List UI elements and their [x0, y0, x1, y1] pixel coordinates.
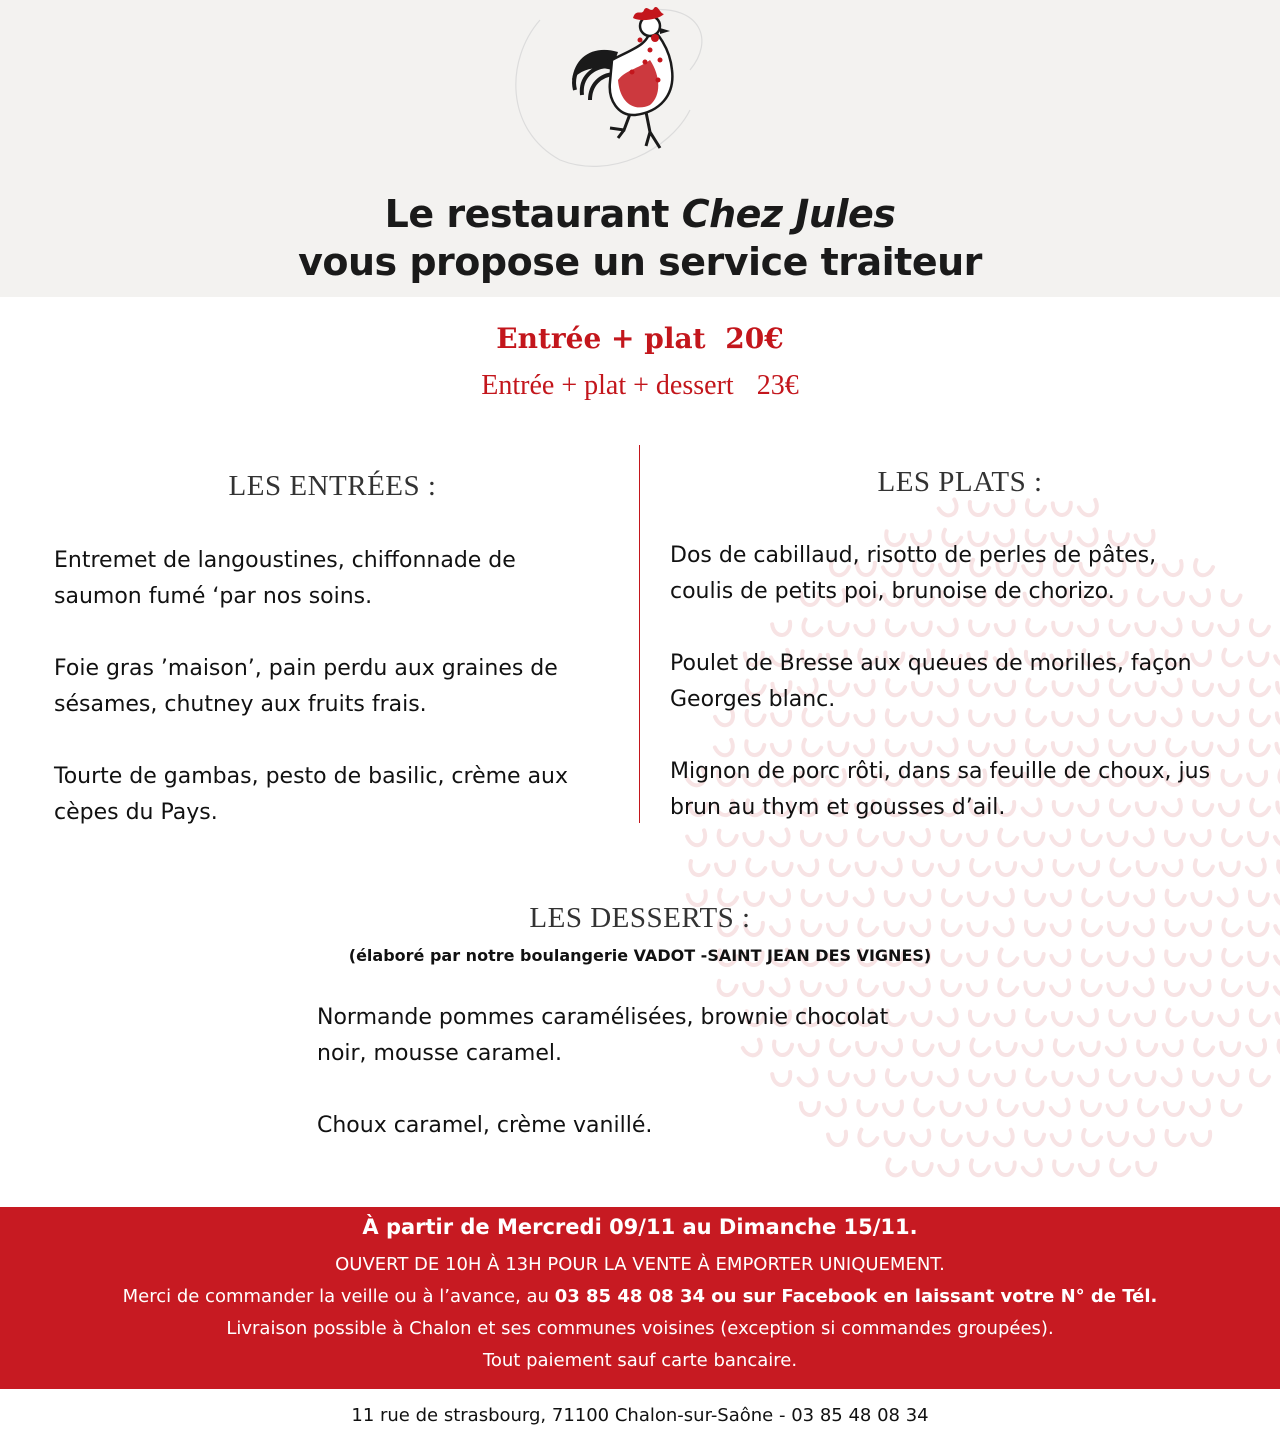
- title-prefix: Le restaurant: [384, 192, 682, 236]
- feather-mark: [967, 1100, 988, 1117]
- feather-mark: [1191, 981, 1211, 997]
- feather-mark: [1193, 1012, 1212, 1026]
- feather-mark: [1192, 622, 1211, 636]
- feather-mark: [911, 830, 932, 848]
- header: [0, 0, 1280, 297]
- feather-mark: [799, 861, 820, 878]
- feather-mark: [1275, 830, 1280, 848]
- feather-mark: [1249, 652, 1268, 665]
- feather-mark: [1136, 622, 1155, 636]
- feather-mark: [995, 1130, 1016, 1149]
- feather-mark: [968, 1040, 990, 1059]
- feather-mark: [940, 1130, 961, 1147]
- feather-mark: [744, 832, 763, 846]
- feather-mark: [1023, 860, 1044, 878]
- feather-mark: [716, 862, 736, 877]
- feather-mark: [800, 982, 819, 996]
- feather-mark: [1164, 1010, 1186, 1029]
- feather-mark: [1108, 1071, 1129, 1088]
- title-line2: vous propose un service traiteur: [298, 240, 982, 284]
- dessert-item-line: noir, mousse caramel.: [317, 1041, 563, 1066]
- feather-mark: [1053, 503, 1071, 516]
- feather-mark: [1136, 1041, 1156, 1056]
- feather-mark: [1079, 1010, 1100, 1028]
- feather-mark: [827, 1100, 848, 1118]
- feather-mark: [996, 830, 1017, 849]
- entree-item-line: Entremet de langoustines, chiffonnade de: [54, 548, 516, 573]
- delivery-line: Livraison possible à Chalon et ses communes voisines (exception si commandes groupées).: [226, 1318, 1054, 1339]
- feather-mark: [800, 832, 819, 846]
- feather-mark: [1136, 1012, 1156, 1027]
- feather-mark: [1136, 1100, 1157, 1118]
- feather-mark: [1024, 500, 1045, 518]
- feather-mark: [1163, 619, 1185, 638]
- entree-item-line: saumon fumé ‘par nos soins.: [54, 584, 373, 609]
- feather-mark: [1248, 620, 1269, 638]
- feather-mark: [1220, 980, 1241, 998]
- feather-mark: [828, 860, 849, 877]
- plat-item-line: Dos de cabillaud, risotto de perles de pâtes,: [670, 543, 1157, 568]
- feather-mark: [968, 981, 988, 996]
- feather-mark: [1137, 862, 1156, 876]
- feather-mark: [885, 1132, 904, 1146]
- feather-mark: [1219, 740, 1240, 757]
- feather-mark: [827, 831, 847, 847]
- feather-mark: [856, 830, 877, 848]
- feather-mark: [827, 981, 848, 997]
- hours-line: OUVERT DE 10H À 13H POUR LA VENTE À EMPORTER UNIQUEMENT.: [335, 1254, 945, 1275]
- feather-mark: [1247, 1040, 1268, 1058]
- feather-mark: [1275, 650, 1280, 667]
- order-prefix: Merci de commander la veille ou à l’avance, au: [122, 1286, 555, 1307]
- feather-mark: [1248, 800, 1269, 819]
- feather-mark: [969, 1132, 988, 1145]
- feather-mark: [940, 1042, 959, 1056]
- feather-mark: [968, 502, 987, 516]
- feather-mark: [1023, 1160, 1044, 1179]
- feather-mark: [1024, 1102, 1043, 1116]
- feather-mark: [1165, 593, 1183, 605]
- feather-mark: [1135, 980, 1157, 999]
- feather-mark: [912, 1012, 931, 1026]
- feather-mark: [687, 830, 708, 847]
- feather-mark: [1108, 621, 1129, 637]
- feather-mark: [884, 1102, 904, 1117]
- formula2-label: Entrée + plat + dessert: [481, 370, 734, 401]
- feather-mark: [940, 981, 960, 996]
- feather-mark: [912, 1041, 932, 1057]
- plat-item-line: brun au thym et gousses d’ail.: [670, 795, 1006, 820]
- feather-mark: [800, 620, 822, 639]
- feather-mark: [911, 1131, 932, 1148]
- feather-mark: [1191, 1100, 1212, 1118]
- formula-entree-plat-dessert: [0, 370, 1280, 402]
- feather-mark: [885, 833, 903, 845]
- formula-entree-plat: [0, 322, 1280, 355]
- rooster-icon: [500, 0, 720, 170]
- feather-mark: [1277, 1012, 1280, 1025]
- feather-mark: [1164, 982, 1183, 996]
- feather-mark: [1220, 771, 1240, 787]
- info-band: [0, 1207, 1280, 1389]
- formula1-price: 20€: [725, 322, 784, 355]
- feather-mark: [1220, 650, 1241, 669]
- feather-mark: [1219, 1011, 1240, 1028]
- feather-mark: [1248, 741, 1269, 758]
- feather-mark: [1137, 1163, 1155, 1176]
- feather-mark: [688, 861, 708, 877]
- feather-mark: [1248, 1070, 1269, 1088]
- feather-mark: [1025, 983, 1044, 996]
- feather-mark: [912, 1100, 933, 1119]
- feather-mark: [1249, 983, 1267, 995]
- feather-mark: [884, 1070, 905, 1088]
- feather-mark: [1164, 1131, 1184, 1147]
- feather-mark: [884, 620, 905, 637]
- feather-mark: [1052, 1040, 1073, 1057]
- plat-item-line: Georges blanc.: [670, 687, 836, 712]
- feather-mark: [773, 862, 792, 876]
- feather-mark: [1079, 620, 1100, 638]
- feather-mark: [1165, 1103, 1183, 1115]
- formula1-label: Entrée + plat: [496, 322, 706, 355]
- feather-mark: [1192, 1040, 1213, 1058]
- feather-mark: [939, 620, 960, 639]
- feather-mark: [772, 1072, 791, 1086]
- feather-mark: [1221, 863, 1240, 876]
- feather-mark: [996, 621, 1016, 636]
- feather-mark: [1080, 862, 1099, 876]
- feather-mark: [1108, 860, 1130, 879]
- feather-mark: [1192, 682, 1212, 697]
- feather-mark: [968, 621, 988, 636]
- feather-mark: [1023, 1041, 1044, 1058]
- feather-mark: [1191, 590, 1212, 608]
- feather-mark: [1108, 1101, 1128, 1117]
- feather-mark: [855, 621, 876, 638]
- dessert-item-line: Normande pommes caramélisées, brownie chocolat: [317, 1005, 889, 1030]
- feather-mark: [744, 982, 763, 996]
- dates-line: À partir de Mercredi 09/11 au Dimanche 15/11.: [362, 1215, 918, 1239]
- feather-mark: [1080, 1161, 1100, 1176]
- feather-mark: [771, 830, 793, 849]
- feather-mark: [996, 1071, 1016, 1086]
- feather-mark: [939, 1070, 960, 1088]
- feather-mark: [911, 980, 932, 998]
- feather-mark: [828, 1132, 848, 1147]
- feather-mark: [772, 622, 791, 636]
- feather-mark: [996, 1101, 1017, 1118]
- feather-mark: [912, 862, 932, 877]
- feather-mark: [1248, 680, 1269, 698]
- feather-mark: [744, 860, 766, 879]
- feather-mark: [1164, 561, 1184, 577]
- feather-mark: [1053, 1013, 1071, 1025]
- feather-mark: [1052, 861, 1072, 877]
- desserts-title: LES DESSERTS :: [529, 902, 751, 934]
- feather-mark: [1276, 770, 1280, 789]
- feather-mark: [1024, 1010, 1045, 1028]
- entree-item-line: Foie gras ’maison’, pain perdu aux graines de: [54, 656, 558, 681]
- feather-mark: [1219, 1071, 1239, 1087]
- footer-address: 11 rue de strasbourg, 71100 Chalon-sur-Saône - 03 85 48 08 34: [351, 1405, 929, 1426]
- desserts-note: (élaboré par notre boulangerie VADOT -SAINT JEAN DES VIGNES): [348, 946, 932, 965]
- feather-mark: [1081, 1043, 1100, 1056]
- feather-mark: [1052, 1161, 1072, 1176]
- entree-item: [54, 543, 516, 615]
- feather-mark: [968, 860, 989, 878]
- feather-mark: [995, 501, 1016, 517]
- feather-mark: [856, 1101, 876, 1117]
- feather-mark: [855, 1071, 876, 1087]
- feather-mark: [856, 980, 877, 998]
- feather-mark: [716, 831, 737, 848]
- feather-mark: [771, 979, 793, 998]
- entree-item-line: sésames, chutney aux fruits frais.: [54, 692, 427, 717]
- feather-mark: [1024, 620, 1045, 638]
- feather-mark: [1220, 591, 1240, 607]
- entree-item: [54, 759, 568, 831]
- feather-mark: [939, 1161, 960, 1178]
- feather-mark: [1024, 1070, 1045, 1089]
- feather-mark: [997, 1042, 1016, 1056]
- feather-mark: [997, 1163, 1016, 1176]
- feather-mark: [1025, 832, 1044, 845]
- order-line: [0, 1286, 1280, 1307]
- feather-mark: [913, 1073, 931, 1086]
- feather-mark: [883, 860, 904, 879]
- feather-mark: [1109, 1133, 1127, 1145]
- feather-mark: [997, 863, 1015, 875]
- feather-mark: [1192, 860, 1213, 877]
- feather-mark: [1051, 1100, 1073, 1119]
- feather-mark: [1163, 861, 1184, 878]
- feather-mark: [1108, 1160, 1129, 1178]
- feather-mark: [1107, 1040, 1128, 1059]
- feather-mark: [828, 1072, 847, 1086]
- feather-mark: [1080, 1130, 1101, 1148]
- feather-mark: [1192, 652, 1212, 667]
- order-contact: 03 85 48 08 34 ou sur Facebook en laissant votre N° de Tél.: [554, 1286, 1158, 1307]
- feather-mark: [1219, 621, 1240, 637]
- feather-mark: [1079, 500, 1100, 518]
- feather-mark: [857, 862, 876, 875]
- feather-mark: [1192, 712, 1211, 726]
- feather-mark: [1276, 1041, 1280, 1057]
- feather-mark: [1080, 981, 1101, 998]
- entree-item-line: cèpes du Pays.: [54, 800, 218, 825]
- entree-item: [54, 651, 558, 723]
- feather-mark: [1079, 1070, 1100, 1087]
- plat-item-line: coulis de petits poi, brunoise de chorizo.: [670, 579, 1115, 604]
- feather-mark: [941, 1102, 960, 1115]
- feather-mark: [1108, 832, 1127, 846]
- page-title: [0, 190, 1280, 286]
- feather-mark: [1164, 832, 1184, 847]
- feather-mark: [716, 981, 737, 997]
- feather-mark: [1163, 1070, 1185, 1089]
- restaurant-name: Chez Jules: [681, 192, 896, 236]
- entrees-title: LES ENTRÉES :: [228, 470, 437, 502]
- feather-mark: [1135, 830, 1157, 849]
- feather-mark: [1053, 623, 1071, 636]
- plat-item: [670, 538, 1156, 610]
- feather-mark: [1108, 982, 1127, 996]
- dessert-item: [317, 1000, 888, 1072]
- formula2-price: 23€: [756, 370, 799, 401]
- feather-mark: [1249, 833, 1267, 845]
- feather-mark: [1276, 861, 1280, 876]
- feather-mark: [968, 1012, 988, 1027]
- plat-item-line: Poulet de Bresse aux queues de morilles, façon: [670, 651, 1192, 676]
- payment-line: Tout paiement sauf carte bancaire.: [482, 1350, 798, 1371]
- feather-mark: [939, 1010, 961, 1029]
- feather-mark: [1192, 1072, 1211, 1086]
- feather-mark: [1052, 1131, 1072, 1147]
- plats-title: LES PLATS :: [877, 466, 1043, 498]
- feather-mark: [913, 1162, 932, 1176]
- feather-mark: [940, 861, 960, 877]
- feather-mark: [968, 832, 988, 847]
- feather-mark: [968, 1071, 988, 1086]
- feather-mark: [856, 1130, 878, 1149]
- dessert-item: [317, 1108, 652, 1144]
- feather-mark: [1051, 830, 1072, 847]
- feather-mark: [913, 623, 932, 636]
- feather-mark: [829, 622, 848, 636]
- feather-mark: [1024, 1132, 1044, 1147]
- entree-item-line: Tourte de gambas, pesto de basilic, crème aux: [54, 764, 569, 789]
- feather-mark: [1051, 980, 1072, 997]
- feather-mark: [799, 1069, 821, 1088]
- feather-mark: [1080, 831, 1101, 848]
- feather-mark: [1080, 1102, 1100, 1117]
- feather-mark: [1108, 1011, 1128, 1027]
- feather-mark: [1192, 831, 1212, 847]
- plat-item-line: Mignon de porc rôti, dans sa feuille de choux, jus: [670, 759, 1211, 784]
- feather-mark: [996, 1011, 1016, 1027]
- feather-mark: [1135, 1130, 1156, 1148]
- feather-mark: [940, 831, 960, 847]
- feather-mark: [1220, 801, 1240, 816]
- plat-item: [670, 754, 1210, 826]
- feather-mark: [1276, 742, 1280, 756]
- feather-mark: [1275, 980, 1280, 998]
- feather-mark: [1164, 1041, 1184, 1056]
- dessert-item-line: Choux caramel, crème vanillé.: [317, 1113, 653, 1138]
- feather-mark: [1136, 1072, 1155, 1086]
- feather-mark: [968, 1160, 989, 1177]
- feather-mark: [884, 1160, 906, 1179]
- feather-mark: [1248, 772, 1267, 786]
- feather-mark: [1220, 681, 1240, 697]
- feather-mark: [939, 499, 961, 518]
- feather-mark: [1192, 560, 1213, 578]
- feather-mark: [1248, 710, 1269, 728]
- feather-mark: [1220, 830, 1241, 848]
- feather-mark: [1248, 1010, 1269, 1027]
- feather-mark: [1247, 860, 1268, 879]
- feather-mark: [1221, 1043, 1239, 1056]
- plat-item: [670, 646, 1192, 718]
- feather-mark: [1219, 711, 1240, 727]
- feather-mark: [1053, 1073, 1072, 1086]
- feather-mark: [885, 983, 903, 996]
- feather-mark: [1220, 1101, 1240, 1117]
- feather-mark: [996, 980, 1017, 999]
- feather-mark: [801, 1103, 819, 1115]
- feather-mark: [1192, 1132, 1211, 1146]
